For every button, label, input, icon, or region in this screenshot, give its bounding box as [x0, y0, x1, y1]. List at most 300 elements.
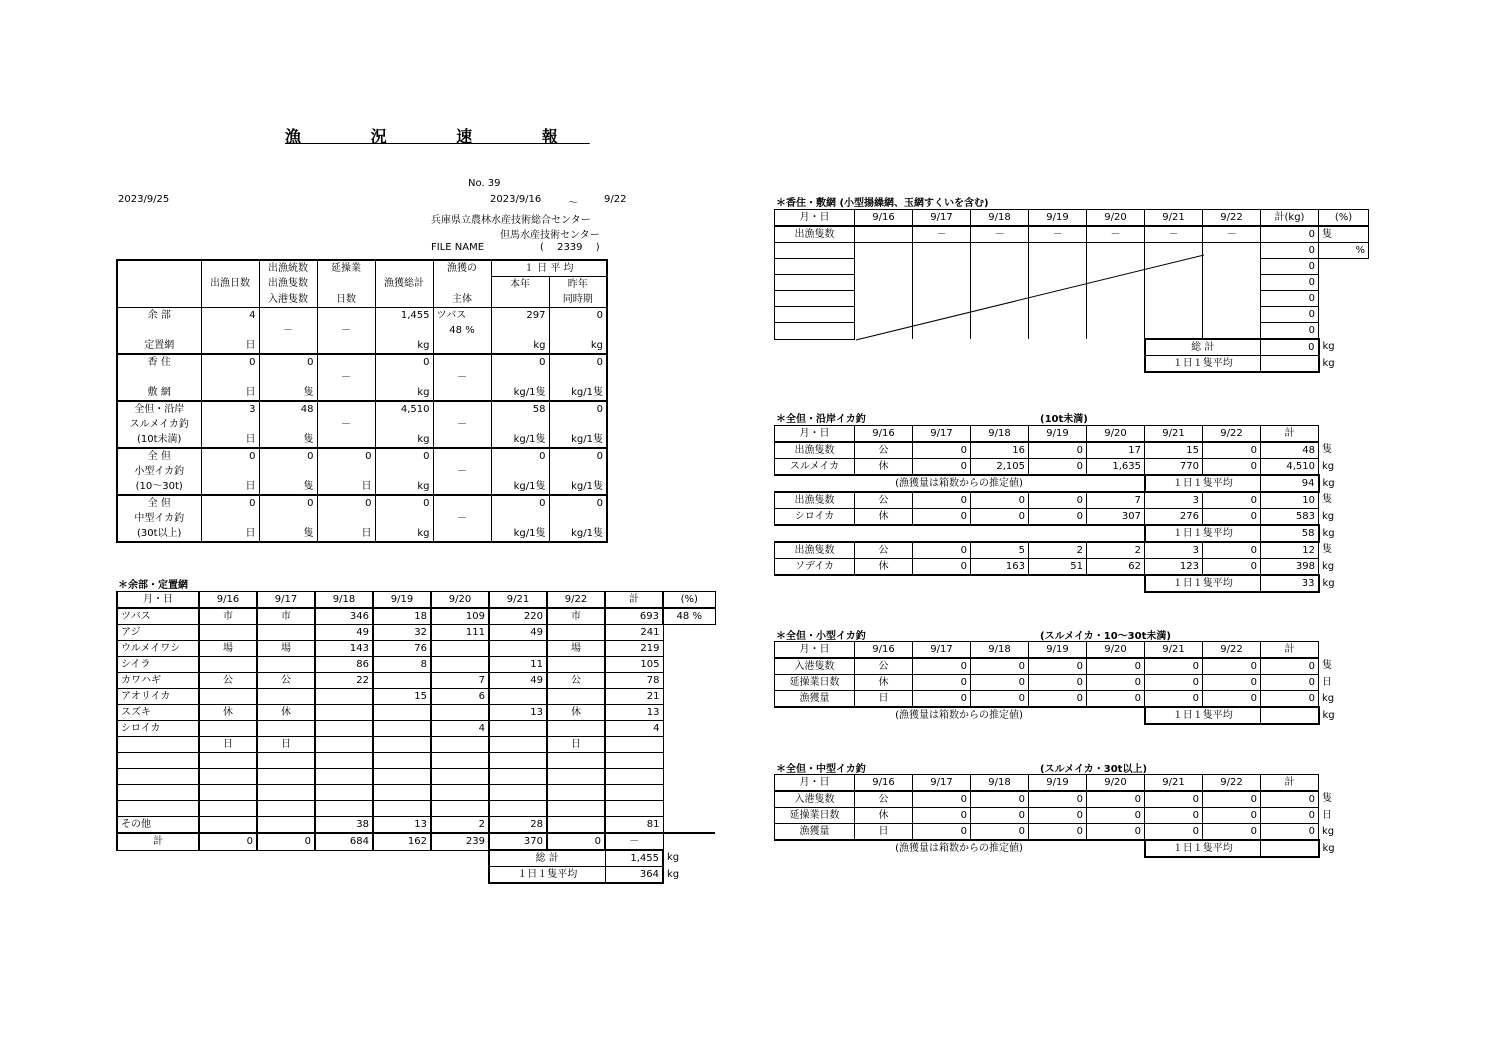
amarube-row: [117, 657, 715, 673]
summary-days: 3: [201, 401, 259, 417]
small-squid-value: 0: [1261, 691, 1319, 708]
amarube-value: 15: [373, 689, 431, 705]
coastal-unit: kg: [1322, 577, 1335, 589]
coastal-value: 123: [1145, 559, 1203, 576]
amarube-value: [547, 817, 605, 834]
mid-squid-value: 0: [1087, 824, 1145, 841]
amarube-value: [199, 769, 257, 785]
coastal-value: 0: [1203, 542, 1261, 559]
mid-squid-value: 0: [913, 791, 971, 808]
coastal-boats-row: [775, 542, 1349, 559]
amarube-value: 78: [605, 673, 663, 689]
kasumi-spacer: [855, 339, 913, 356]
amarube-value: [489, 689, 547, 705]
summary-header-cell: 昨年: [549, 277, 607, 293]
small-squid-header-cell: 9/22: [1203, 642, 1261, 659]
small-squid-value: 0: [1145, 675, 1203, 691]
amarube-value: 693: [605, 608, 663, 625]
amarube-value: 48 %: [663, 608, 715, 625]
kasumi-row-total: 0: [1261, 291, 1319, 307]
coastal-header-cell: 計: [1261, 426, 1319, 443]
amarube-value: [257, 625, 315, 641]
amarube-species-label: シイラ: [117, 657, 199, 673]
amarube-value: 32: [373, 625, 431, 641]
amarube-species-label: カワハギ: [117, 673, 199, 689]
small-squid-value: 0: [1203, 658, 1261, 675]
kasumi-blank-cell: [1203, 307, 1261, 323]
amarube-value: [373, 801, 431, 817]
coastal-value: 0: [971, 509, 1029, 526]
coastal-catch-row: [775, 559, 1349, 576]
coastal-value: 0: [1029, 459, 1087, 476]
amarube-value: [257, 769, 315, 785]
kasumi-blank-cell: [971, 243, 1029, 259]
mid-squid-header-cell: 9/20: [1087, 775, 1145, 792]
summary-row: [117, 464, 607, 479]
amarube-value: [373, 721, 431, 737]
amarube-value: [315, 737, 373, 753]
mid-squid-value: 0: [913, 808, 971, 824]
kasumi-blank-cell: [855, 291, 913, 307]
amarube-value: 684: [315, 833, 373, 850]
amarube-spacer: [257, 850, 315, 867]
summary-header-cell: [375, 292, 433, 308]
kasumi-row-total: 0: [1261, 307, 1319, 323]
small-squid-header-cell: 9/20: [1087, 642, 1145, 659]
summary-this-year: 297: [491, 308, 549, 324]
summary-row-label: 敷 網: [117, 385, 201, 401]
summary-days: 0: [201, 354, 259, 370]
amarube-avg-row: [117, 867, 715, 884]
mid-squid-avg-label: １日１隻平均: [1145, 840, 1261, 857]
kasumi-header-cell: 9/21: [1145, 210, 1203, 227]
summary-main: －: [433, 511, 491, 526]
amarube-value: 241: [605, 625, 663, 641]
summary-ops: [317, 511, 375, 526]
kasumi-blank-cell: [1029, 323, 1087, 340]
period-separator: ～: [568, 198, 578, 209]
small-squid-value: 0: [1203, 675, 1261, 691]
kasumi-blank-cell: [1203, 323, 1261, 340]
coastal-header-cell: 9/21: [1145, 426, 1203, 443]
summary-ops: －: [317, 323, 375, 338]
amarube-value: [315, 801, 373, 817]
file-name-label: FILE NAME: [431, 242, 485, 253]
amarube-species-label: ツバス: [117, 608, 199, 625]
amarube-row: [117, 673, 715, 689]
amarube-value: [373, 769, 431, 785]
summary-boats: －: [259, 323, 317, 338]
amarube-value: [663, 641, 715, 657]
summary-ops: －: [317, 370, 375, 385]
summary-catch: [375, 511, 433, 526]
kasumi-value: [855, 226, 913, 243]
summary-row: [117, 370, 607, 385]
amarube-value: [489, 769, 547, 785]
mid-squid-value: 0: [1029, 808, 1087, 824]
summary-boats: [259, 308, 317, 324]
coastal-unit: 隻: [1322, 444, 1332, 456]
amarube-value: [547, 625, 605, 641]
summary-days: 4: [201, 308, 259, 324]
summary-main: －: [433, 370, 491, 385]
kasumi-pct-mark: %: [1319, 243, 1369, 259]
coastal-value: 16: [971, 442, 1029, 459]
amarube-value: 111: [431, 625, 489, 641]
amarube-value: 370: [489, 833, 547, 850]
amarube-value: [489, 721, 547, 737]
amarube-value: [663, 657, 715, 673]
amarube-value: [547, 769, 605, 785]
kasumi-blank-cell: [775, 307, 855, 323]
kasumi-blank-row: [775, 243, 1369, 259]
summary-main: [433, 495, 491, 511]
amarube-value: 21: [605, 689, 663, 705]
small-squid-subtitle: (スルメイカ・10～30t未満): [1040, 631, 1171, 642]
amarube-value: 4: [431, 721, 489, 737]
summary-catch: 0: [375, 495, 433, 511]
amarube-value: 公: [199, 673, 257, 689]
small-squid-spacer: [1319, 642, 1349, 659]
summary-row-label: 小型イカ釣: [117, 464, 201, 479]
small-squid-row-label: 漁獲量: [775, 691, 855, 708]
mid-squid-header-cell: 9/16: [855, 775, 913, 792]
amarube-value: 346: [315, 608, 373, 625]
coastal-value: 公: [855, 442, 913, 459]
summary-header-row: [117, 260, 607, 277]
kasumi-blank-cell: [1145, 259, 1203, 275]
kasumi-blank-cell: [855, 307, 913, 323]
mid-squid-value: 0: [1145, 791, 1203, 808]
mid-squid-value: 0: [1029, 824, 1087, 841]
mid-squid-value: 0: [1145, 808, 1203, 824]
kasumi-title: ＊香住・敷網 (小型揚繰網、玉網すくいを含む): [776, 198, 989, 209]
summary-this-year: [491, 511, 549, 526]
amarube-value: [663, 689, 715, 705]
summary-last-year: 0: [549, 448, 607, 464]
summary-header-cell: [117, 277, 201, 293]
coastal-header-cell: 9/18: [971, 426, 1029, 443]
small-squid-value: 0: [1029, 658, 1087, 675]
amarube-value: 0: [257, 833, 315, 850]
kasumi-spacer: [971, 356, 1029, 373]
small-squid-value: 0: [1029, 675, 1087, 691]
amarube-row: [117, 753, 715, 769]
amarube-value: 場: [547, 641, 605, 657]
coastal-spacer: [1319, 426, 1349, 443]
small-squid-row: [775, 691, 1349, 708]
summary-unit: kg/1隻: [491, 385, 549, 401]
amarube-row: [117, 689, 715, 705]
amarube-value: [663, 721, 715, 737]
kasumi-blank-cell: [775, 259, 855, 275]
coastal-value: 3: [1145, 492, 1203, 509]
kasumi-spacer: [775, 356, 855, 373]
coastal-value: 770: [1145, 459, 1203, 476]
coastal-value: 307: [1087, 509, 1145, 526]
amarube-spacer: [117, 867, 199, 884]
kasumi-header-cell: 9/16: [855, 210, 913, 227]
summary-row-label: 余 部: [117, 308, 201, 324]
coastal-value: 公: [855, 492, 913, 509]
small-squid-header-cell: 9/17: [913, 642, 971, 659]
coastal-value: 62: [1087, 559, 1145, 576]
summary-unit: [433, 479, 491, 495]
summary-boats: [259, 370, 317, 385]
mid-squid-value: 0: [971, 791, 1029, 808]
kasumi-blank-cell: [1087, 323, 1145, 340]
summary-unit: 日: [201, 526, 259, 542]
kasumi-header-cell: (%): [1319, 210, 1369, 227]
mid-squid-unit: 隻: [1322, 793, 1332, 805]
kasumi-blank-cell: [1203, 275, 1261, 291]
summary-row: [117, 511, 607, 526]
organization-sub: 但馬水産技術センター: [500, 230, 600, 241]
coastal-value: 398: [1261, 559, 1319, 576]
mid-squid-spacer: [1319, 775, 1349, 792]
mid-squid-value: 0: [971, 808, 1029, 824]
coastal-value: 1,635: [1087, 459, 1145, 476]
small-squid-value: 0: [1087, 691, 1145, 708]
coastal-boats-row: [775, 492, 1349, 509]
summary-days: [201, 464, 259, 479]
summary-row: [117, 308, 607, 324]
mid-squid-header-cell: 9/22: [1203, 775, 1261, 792]
mid-squid-unit: kg: [1322, 825, 1335, 837]
summary-unit: kg/1隻: [491, 479, 549, 495]
small-squid-title: ＊全但・小型イカ釣: [776, 631, 866, 642]
summary-row: [117, 526, 607, 542]
amarube-species-label: シロイカ: [117, 721, 199, 737]
amarube-value: [431, 737, 489, 753]
summary-row-label: (10～30t): [117, 479, 201, 495]
amarube-value: 13: [373, 817, 431, 834]
summary-main: [433, 448, 491, 464]
coastal-value: 0: [913, 509, 971, 526]
amarube-value: [199, 785, 257, 801]
amarube-row: [117, 833, 715, 850]
summary-table: [116, 259, 608, 543]
amarube-value: 76: [373, 641, 431, 657]
amarube-value: [663, 673, 715, 689]
mid-squid-value: 0: [1203, 808, 1261, 824]
summary-row: [117, 354, 607, 370]
mid-squid-value: 0: [1203, 791, 1261, 808]
amarube-value: [257, 721, 315, 737]
small-squid-value: 0: [913, 658, 971, 675]
summary-row: [117, 323, 607, 338]
amarube-value: 49: [489, 625, 547, 641]
summary-unit: 隻: [259, 385, 317, 401]
summary-ops: [317, 401, 375, 417]
mid-squid-value: 0: [971, 824, 1029, 841]
summary-unit: kg/1隻: [549, 432, 607, 448]
kasumi-blank-cell: [1029, 259, 1087, 275]
amarube-value: [663, 769, 715, 785]
coastal-value: 583: [1261, 509, 1319, 526]
kasumi-row-total: 0: [1261, 275, 1319, 291]
summary-last-year: 0: [549, 308, 607, 324]
small-squid-value: 0: [913, 691, 971, 708]
summary-header-cell: １ 日 平 均: [491, 260, 607, 277]
page-title: 漁 況 速 報: [285, 127, 590, 146]
coastal-value: 51: [1029, 559, 1087, 576]
small-squid-header-row: [775, 642, 1349, 659]
kasumi-blank-cell: [1029, 275, 1087, 291]
kasumi-total-unit: kg: [1322, 341, 1335, 353]
mid-squid-unit: 日: [1322, 809, 1332, 821]
kasumi-row-total: 0: [1261, 323, 1319, 340]
amarube-value: 休: [257, 705, 315, 721]
amarube-value: 日: [257, 737, 315, 753]
summary-catch: [375, 323, 433, 338]
small-squid-note: (漁獲量は箱数からの推定値): [895, 710, 1023, 721]
amarube-avg-unit: kg: [667, 868, 680, 880]
summary-row-label: (10t未満): [117, 432, 201, 448]
summary-row-label: 全 但: [117, 495, 201, 511]
amarube-value: [315, 769, 373, 785]
coastal-value: 4,510: [1261, 459, 1319, 476]
amarube-value: 28: [489, 817, 547, 834]
coastal-value: 10: [1261, 492, 1319, 509]
mid-squid-value: 0: [913, 824, 971, 841]
summary-unit: kg: [375, 385, 433, 401]
amarube-spacer: [431, 850, 489, 867]
mid-squid-note: (漁獲量は箱数からの推定値): [895, 843, 1023, 854]
small-squid-value: 休: [855, 675, 913, 691]
summary-unit: 日: [201, 338, 259, 354]
amarube-header-cell: 9/16: [199, 592, 257, 609]
amarube-value: 105: [605, 657, 663, 673]
mid-squid-avg-row: [775, 840, 1349, 857]
kasumi-spacer: [855, 356, 913, 373]
amarube-value: [547, 657, 605, 673]
mid-squid-header-cell: 計: [1261, 775, 1319, 792]
small-squid-header-cell: 計: [1261, 642, 1319, 659]
summary-boats: 0: [259, 354, 317, 370]
summary-header-cell: 漁獲総計: [375, 277, 433, 293]
mid-squid-value: 0: [1087, 808, 1145, 824]
coastal-value: 0: [913, 559, 971, 576]
kasumi-blank-row: [775, 291, 1369, 307]
kasumi-value: －: [1087, 226, 1145, 243]
amarube-value: 49: [315, 625, 373, 641]
kasumi-row-total: 0: [1261, 243, 1319, 259]
amarube-species-label: その他: [117, 817, 199, 834]
summary-unit: kg/1隻: [491, 432, 549, 448]
mid-squid-unit: kg: [1322, 842, 1335, 854]
small-squid-value: 0: [1087, 658, 1145, 675]
amarube-species-label: ウルメイワシ: [117, 641, 199, 657]
summary-this-year: [491, 464, 549, 479]
small-squid-value: 公: [855, 658, 913, 675]
coastal-note: [775, 525, 1145, 542]
small-squid-header-cell: 9/19: [1029, 642, 1087, 659]
amarube-value: [431, 769, 489, 785]
summary-ops: 0: [317, 448, 375, 464]
summary-last-year: [549, 417, 607, 432]
summary-boats: 48: [259, 401, 317, 417]
kasumi-blank-cell: [971, 323, 1029, 340]
amarube-species-label: 計: [117, 833, 199, 850]
small-squid-value: 0: [1145, 658, 1203, 675]
summary-row: [117, 479, 607, 495]
summary-row-label: 中型イカ釣: [117, 511, 201, 526]
mid-squid-value: 0: [1261, 808, 1319, 824]
kasumi-blank-cell: [1087, 275, 1145, 291]
summary-catch: [375, 417, 433, 432]
kasumi-avg-label: １日１隻平均: [1145, 356, 1261, 373]
amarube-value: 0: [547, 833, 605, 850]
amarube-header-cell: 9/22: [547, 592, 605, 609]
summary-row-label: 香 住: [117, 354, 201, 370]
file-name-value: ( 2339 ): [540, 242, 600, 253]
amarube-avg-label: １日１隻平均: [489, 867, 605, 884]
summary-unit: 日: [317, 479, 375, 495]
kasumi-blank-cell: [913, 323, 971, 340]
summary-header-cell: [117, 260, 201, 277]
kasumi-blank-cell: [855, 323, 913, 340]
coastal-header-cell: 月・日: [775, 426, 855, 443]
kasumi-total-value: 0: [1261, 339, 1319, 356]
mid-squid-row-label: 漁獲量: [775, 824, 855, 841]
summary-unit: [317, 338, 375, 354]
amarube-value: [373, 737, 431, 753]
kasumi-blank-cell: [1145, 291, 1203, 307]
kasumi-value: －: [1029, 226, 1087, 243]
kasumi-spacer: [1319, 323, 1369, 340]
amarube-header-cell: 9/17: [257, 592, 315, 609]
summary-unit: [433, 338, 491, 354]
small-squid-value: 0: [1087, 675, 1145, 691]
coastal-avg-value: 33: [1261, 575, 1319, 592]
amarube-value: 2: [431, 817, 489, 834]
summary-header-cell: [375, 260, 433, 277]
summary-days: [201, 511, 259, 526]
coastal-value: 0: [1029, 492, 1087, 509]
amarube-value: [199, 753, 257, 769]
coastal-species-label: シロイカ: [775, 509, 855, 526]
kasumi-spacer: [1087, 339, 1145, 356]
coastal-value: 12: [1261, 542, 1319, 559]
kasumi-blank-cell: [1203, 259, 1261, 275]
amarube-total-row: [117, 850, 715, 867]
summary-last-year: [549, 323, 607, 338]
amarube-value: 場: [257, 641, 315, 657]
coastal-value: 2: [1029, 542, 1087, 559]
summary-header-cell: [201, 260, 259, 277]
summary-last-year: 0: [549, 495, 607, 511]
summary-row-label: [117, 370, 201, 385]
mid-squid-value: 公: [855, 791, 913, 808]
amarube-value: [199, 689, 257, 705]
summary-unit: kg: [491, 338, 549, 354]
kasumi-avg-unit: kg: [1322, 357, 1335, 369]
kasumi-row-total: 0: [1261, 259, 1319, 275]
kasumi-spacer: [971, 339, 1029, 356]
coastal-value: 17: [1087, 442, 1145, 459]
small-squid-value: 0: [1029, 691, 1087, 708]
amarube-spacer: [373, 850, 431, 867]
summary-main: ツバス: [433, 308, 491, 324]
coastal-value: 0: [913, 542, 971, 559]
small-squid-value: 0: [1203, 691, 1261, 708]
summary-ops: [317, 464, 375, 479]
amarube-value: 市: [257, 608, 315, 625]
summary-row: [117, 401, 607, 417]
summary-catch: 0: [375, 448, 433, 464]
coastal-catch-row: [775, 459, 1349, 476]
